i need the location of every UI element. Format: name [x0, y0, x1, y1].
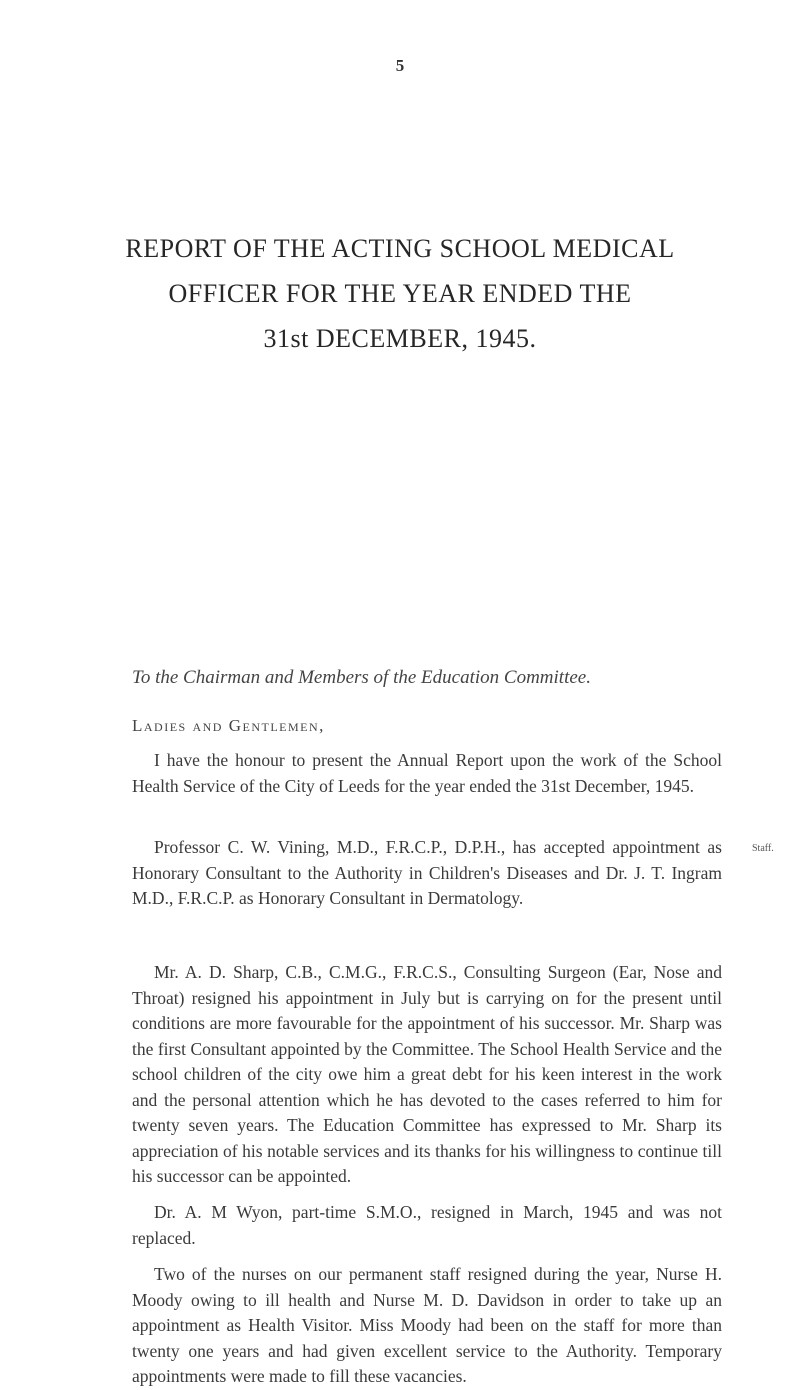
paragraph-text: Two of the nurses on our permanent staff resigned during the year, Nurse H. Moody owing to ill health and Nurse M. D. Davidson in order to take up an appointment as Health Visitor. Miss Moody had been on the staff for more than twenty one years and had given excellent service to the Authority. Temporary appointments were made to fill these vacancies. — [132, 1264, 722, 1386]
paragraph-mr-sharp — [132, 960, 722, 1190]
report-title — [70, 226, 730, 361]
title-line-1: REPORT OF THE ACTING SCHOOL MEDICAL — [125, 234, 675, 263]
addressee-line: To the Chairman and Members of the Education Committee. — [132, 667, 591, 688]
paragraph-annual-report — [132, 748, 722, 799]
title-line-2: OFFICER FOR THE YEAR ENDED THE — [168, 279, 632, 308]
margin-note: Staff. — [752, 843, 774, 854]
paragraph-text: Dr. A. M Wyon, part-time S.M.O., resigned in March, 1945 and was not replaced. — [132, 1202, 722, 1248]
paragraph-dr-wyon — [132, 1200, 722, 1251]
paragraph-text: Professor C. W. Vining, M.D., F.R.C.P., D.P.H., has accepted appointment as Honorary Consultant to the Authority in Children's Diseases and Dr. J. T. Ingram M.D., F.R.C.P. as Honorary Consultant in Dermatology. — [132, 837, 722, 908]
paragraph-consultants — [132, 835, 722, 912]
paragraph-nurses — [132, 1262, 722, 1390]
page-number: 5 — [395, 56, 405, 75]
salutation: Ladies and Gentlemen, — [132, 716, 325, 735]
paragraph-text: I have the honour to present the Annual Report upon the work of the School Health Service of the City of Leeds for the year ended the 31st December, 1945. — [132, 750, 722, 796]
title-line-3: 31st DECEMBER, 1945. — [263, 324, 537, 353]
paragraph-text: Mr. A. D. Sharp, C.B., C.M.G., F.R.C.S., Consulting Surgeon (Ear, Nose and Throat) resigned his appointment in July but is carrying on for the present until conditions are more favourable for the appointment of his successor. Mr. Sharp was the first Consultant appointed by the Committee. The School Health Service and the school children of the city owe him a great debt for his keen interest in the work and the personal attention which he has devoted to the cases referred to him for twenty seven years. The Education Committee has expressed to Mr. Sharp its appreciation of his notable services and its thanks for his willingness to continue till his successor can be appointed. — [132, 962, 722, 1186]
